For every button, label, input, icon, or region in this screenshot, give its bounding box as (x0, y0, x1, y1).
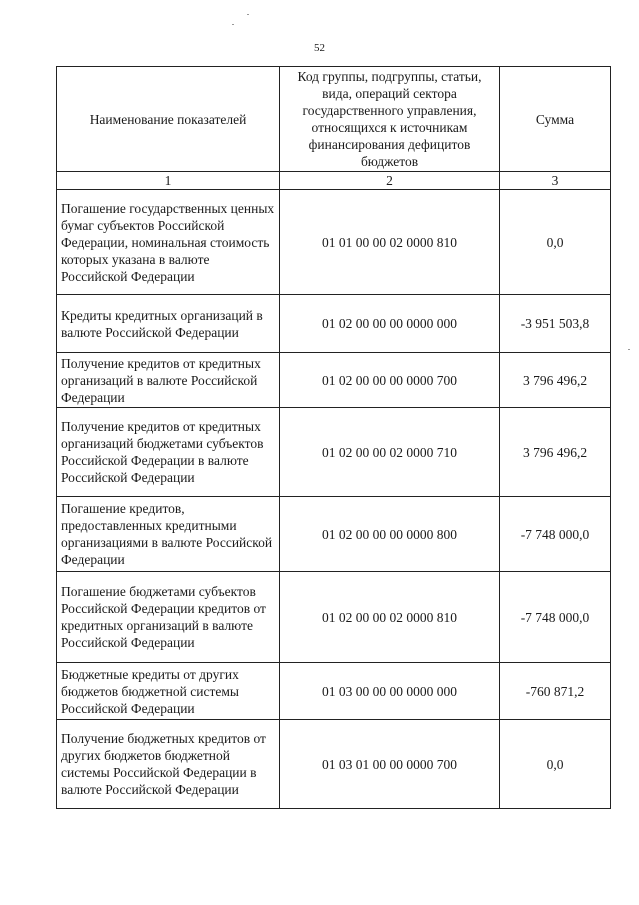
column-number: 3 (500, 172, 611, 190)
header-amount: Сумма (500, 67, 611, 172)
amount-cell: -3 951 503,8 (500, 295, 611, 353)
amount-cell: 0,0 (500, 190, 611, 295)
column-number: 1 (57, 172, 280, 190)
amount-cell: -7 748 000,0 (500, 572, 611, 663)
table-row (57, 408, 611, 497)
page-number: 52 (314, 42, 325, 54)
classification-code-cell: 01 02 00 00 00 0000 000 (280, 295, 500, 353)
classification-code-cell: 01 02 00 00 02 0000 810 (280, 572, 500, 663)
classification-code-cell: 01 02 00 00 02 0000 710 (280, 408, 500, 497)
column-number-row (57, 172, 611, 190)
scan-speck (247, 14, 249, 15)
amount-cell: -7 748 000,0 (500, 497, 611, 572)
scan-speck (628, 349, 630, 350)
classification-code-cell: 01 03 01 00 00 0000 700 (280, 720, 500, 809)
header-indicator-name: Наименование показателей (57, 67, 280, 172)
indicator-name-cell: Получение бюджетных кредитов от других бюджетов бюджетной системы Российской Федерации в валюте Российской Федерации (57, 720, 280, 809)
indicator-name-cell: Погашение государственных ценных бумаг субъектов Российской Федерации, номинальная стоимость которых указана в валюте Российской Федерации (57, 190, 280, 295)
scan-speck (232, 24, 234, 25)
classification-code-cell: 01 02 00 00 00 0000 700 (280, 353, 500, 408)
amount-cell: 3 796 496,2 (500, 353, 611, 408)
indicator-name-cell: Погашение кредитов, предоставленных кредитными организациями в валюте Российской Федерации (57, 497, 280, 572)
classification-code-cell: 01 03 00 00 00 0000 000 (280, 663, 500, 720)
indicator-name-cell: Получение кредитов от кредитных организаций бюджетами субъектов Российской Федерации в валюте Российской Федерации (57, 408, 280, 497)
header-classification-code: Код группы, подгруппы, статьи, вида, операций сектора государственного управления, относящихся к источникам финансирования дефицитов бюджетов (280, 67, 500, 172)
sources-of-deficit-financing-table (56, 66, 611, 809)
classification-code-cell: 01 01 00 00 02 0000 810 (280, 190, 500, 295)
amount-cell: 0,0 (500, 720, 611, 809)
table-row (57, 572, 611, 663)
amount-cell: 3 796 496,2 (500, 408, 611, 497)
table-row (57, 663, 611, 720)
table-row (57, 720, 611, 809)
amount-cell: -760 871,2 (500, 663, 611, 720)
table-row (57, 190, 611, 295)
indicator-name-cell: Бюджетные кредиты от других бюджетов бюджетной системы Российской Федерации (57, 663, 280, 720)
indicator-name-cell: Кредиты кредитных организаций в валюте Российской Федерации (57, 295, 280, 353)
table-row (57, 497, 611, 572)
indicator-name-cell: Получение кредитов от кредитных организаций в валюте Российской Федерации (57, 353, 280, 408)
table-header-row (57, 67, 611, 172)
column-number: 2 (280, 172, 500, 190)
table-row (57, 353, 611, 408)
table-row (57, 295, 611, 353)
indicator-name-cell: Погашение бюджетами субъектов Российской Федерации кредитов от кредитных организаций в валюте Российской Федерации (57, 572, 280, 663)
classification-code-cell: 01 02 00 00 00 0000 800 (280, 497, 500, 572)
